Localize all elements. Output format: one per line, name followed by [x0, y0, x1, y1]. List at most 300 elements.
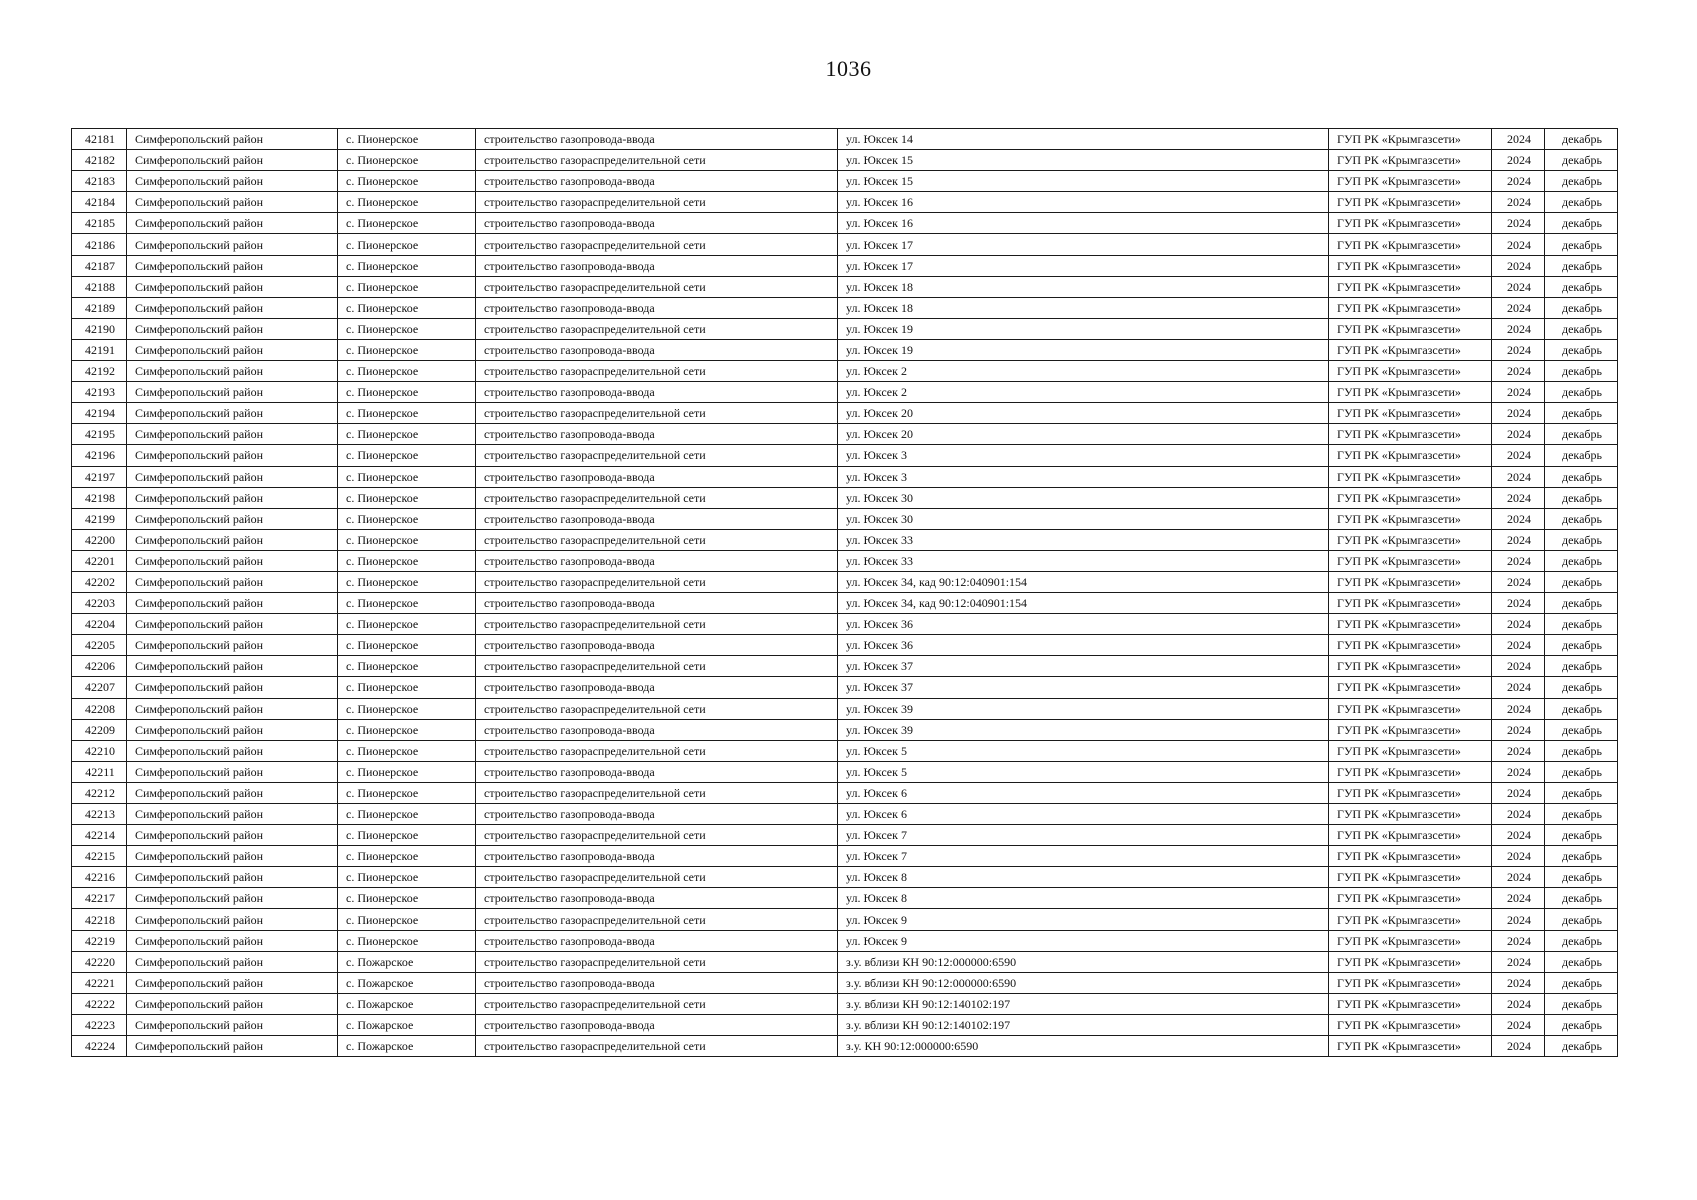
table-row — [72, 276, 1618, 297]
table-row — [72, 867, 1618, 888]
table-row — [72, 930, 1618, 951]
district-cell: Симферопольский район — [127, 403, 338, 424]
table-row — [72, 1014, 1618, 1035]
district-cell: Симферопольский район — [127, 761, 338, 782]
row-number-cell: 42181 — [72, 129, 127, 150]
month-cell: декабрь — [1545, 297, 1618, 318]
district-cell: Симферопольский район — [127, 234, 338, 255]
row-number-cell: 42222 — [72, 993, 127, 1014]
row-number-cell: 42217 — [72, 888, 127, 909]
table-row — [72, 593, 1618, 614]
district-cell: Симферопольский район — [127, 150, 338, 171]
settlement-cell: с. Пионерское — [338, 382, 476, 403]
table-row — [72, 171, 1618, 192]
settlement-cell: с. Пионерское — [338, 234, 476, 255]
row-number-cell: 42205 — [72, 635, 127, 656]
work-type-cell: строительство газопровода-ввода — [476, 255, 838, 276]
row-number-cell: 42224 — [72, 1036, 127, 1057]
district-cell: Симферопольский район — [127, 782, 338, 803]
settlement-cell: с. Пожарское — [338, 972, 476, 993]
organization-cell: ГУП РК «Крымгазсети» — [1329, 825, 1492, 846]
organization-cell: ГУП РК «Крымгазсети» — [1329, 255, 1492, 276]
settlement-cell: с. Пионерское — [338, 550, 476, 571]
work-type-cell: строительство газопровода-ввода — [476, 213, 838, 234]
year-cell: 2024 — [1492, 656, 1545, 677]
settlement-cell: с. Пожарское — [338, 1014, 476, 1035]
district-cell: Симферопольский район — [127, 297, 338, 318]
table-row — [72, 719, 1618, 740]
address-cell: ул. Юксек 8 — [838, 888, 1329, 909]
address-cell: ул. Юксек 34, кад 90:12:040901:154 — [838, 571, 1329, 592]
organization-cell: ГУП РК «Крымгазсети» — [1329, 529, 1492, 550]
row-number-cell: 42202 — [72, 571, 127, 592]
table-row — [72, 150, 1618, 171]
organization-cell: ГУП РК «Крымгазсети» — [1329, 593, 1492, 614]
month-cell: декабрь — [1545, 1036, 1618, 1057]
settlement-cell: с. Пожарское — [338, 1036, 476, 1057]
row-number-cell: 42191 — [72, 339, 127, 360]
organization-cell: ГУП РК «Крымгазсети» — [1329, 382, 1492, 403]
row-number-cell: 42214 — [72, 825, 127, 846]
organization-cell: ГУП РК «Крымгазсети» — [1329, 403, 1492, 424]
organization-cell: ГУП РК «Крымгазсети» — [1329, 508, 1492, 529]
settlement-cell: с. Пионерское — [338, 150, 476, 171]
organization-cell: ГУП РК «Крымгазсети» — [1329, 1014, 1492, 1035]
settlement-cell: с. Пионерское — [338, 361, 476, 382]
month-cell: декабрь — [1545, 888, 1618, 909]
row-number-cell: 42200 — [72, 529, 127, 550]
address-cell: з.у. вблизи КН 90:12:000000:6590 — [838, 951, 1329, 972]
month-cell: декабрь — [1545, 529, 1618, 550]
address-cell: ул. Юксек 7 — [838, 846, 1329, 867]
organization-cell: ГУП РК «Крымгазсети» — [1329, 698, 1492, 719]
organization-cell: ГУП РК «Крымгазсети» — [1329, 993, 1492, 1014]
organization-cell: ГУП РК «Крымгазсети» — [1329, 129, 1492, 150]
table-row — [72, 529, 1618, 550]
year-cell: 2024 — [1492, 234, 1545, 255]
address-cell: ул. Юксек 36 — [838, 635, 1329, 656]
work-type-cell: строительство газопровода-ввода — [476, 972, 838, 993]
year-cell: 2024 — [1492, 698, 1545, 719]
table-row — [72, 508, 1618, 529]
row-number-cell: 42213 — [72, 804, 127, 825]
year-cell: 2024 — [1492, 825, 1545, 846]
month-cell: декабрь — [1545, 719, 1618, 740]
table-row — [72, 466, 1618, 487]
month-cell: декабрь — [1545, 846, 1618, 867]
organization-cell: ГУП РК «Крымгазсети» — [1329, 339, 1492, 360]
address-cell: ул. Юксек 2 — [838, 361, 1329, 382]
work-type-cell: строительство газораспределительной сети — [476, 487, 838, 508]
month-cell: декабрь — [1545, 677, 1618, 698]
address-cell: ул. Юксек 8 — [838, 867, 1329, 888]
month-cell: декабрь — [1545, 466, 1618, 487]
address-cell: ул. Юксек 2 — [838, 382, 1329, 403]
year-cell: 2024 — [1492, 1014, 1545, 1035]
year-cell: 2024 — [1492, 192, 1545, 213]
work-type-cell: строительство газопровода-ввода — [476, 761, 838, 782]
address-cell: з.у. вблизи КН 90:12:140102:197 — [838, 993, 1329, 1014]
month-cell: декабрь — [1545, 951, 1618, 972]
organization-cell: ГУП РК «Крымгазсети» — [1329, 909, 1492, 930]
table-row — [72, 825, 1618, 846]
organization-cell: ГУП РК «Крымгазсети» — [1329, 614, 1492, 635]
settlement-cell: с. Пионерское — [338, 909, 476, 930]
address-cell: ул. Юксек 34, кад 90:12:040901:154 — [838, 593, 1329, 614]
address-cell: ул. Юксек 39 — [838, 698, 1329, 719]
work-type-cell: строительство газораспределительной сети — [476, 740, 838, 761]
row-number-cell: 42187 — [72, 255, 127, 276]
settlement-cell: с. Пионерское — [338, 403, 476, 424]
table-row — [72, 782, 1618, 803]
table-row — [72, 614, 1618, 635]
organization-cell: ГУП РК «Крымгазсети» — [1329, 361, 1492, 382]
year-cell: 2024 — [1492, 635, 1545, 656]
table-row — [72, 424, 1618, 445]
organization-cell: ГУП РК «Крымгазсети» — [1329, 234, 1492, 255]
year-cell: 2024 — [1492, 318, 1545, 339]
settlement-cell: с. Пионерское — [338, 825, 476, 846]
address-cell: ул. Юксек 5 — [838, 740, 1329, 761]
district-cell: Симферопольский район — [127, 487, 338, 508]
work-type-cell: строительство газораспределительной сети — [476, 909, 838, 930]
organization-cell: ГУП РК «Крымгазсети» — [1329, 719, 1492, 740]
row-number-cell: 42223 — [72, 1014, 127, 1035]
address-cell: ул. Юксек 18 — [838, 297, 1329, 318]
table-row — [72, 487, 1618, 508]
address-cell: ул. Юксек 6 — [838, 804, 1329, 825]
organization-cell: ГУП РК «Крымгазсети» — [1329, 951, 1492, 972]
settlement-cell: с. Пионерское — [338, 318, 476, 339]
address-cell: ул. Юксек 30 — [838, 508, 1329, 529]
month-cell: декабрь — [1545, 550, 1618, 571]
district-cell: Симферопольский район — [127, 1014, 338, 1035]
year-cell: 2024 — [1492, 888, 1545, 909]
year-cell: 2024 — [1492, 593, 1545, 614]
year-cell: 2024 — [1492, 867, 1545, 888]
table-row — [72, 255, 1618, 276]
organization-cell: ГУП РК «Крымгазсети» — [1329, 656, 1492, 677]
month-cell: декабрь — [1545, 255, 1618, 276]
table-row — [72, 297, 1618, 318]
organization-cell: ГУП РК «Крымгазсети» — [1329, 972, 1492, 993]
settlement-cell: с. Пионерское — [338, 297, 476, 318]
address-cell: ул. Юксек 33 — [838, 529, 1329, 550]
settlement-cell: с. Пионерское — [338, 656, 476, 677]
settlement-cell: с. Пожарское — [338, 951, 476, 972]
address-cell: ул. Юксек 9 — [838, 909, 1329, 930]
table-row — [72, 656, 1618, 677]
settlement-cell: с. Пионерское — [338, 930, 476, 951]
address-cell: ул. Юксек 7 — [838, 825, 1329, 846]
table-row — [72, 339, 1618, 360]
table-row — [72, 403, 1618, 424]
year-cell: 2024 — [1492, 782, 1545, 803]
table-row — [72, 951, 1618, 972]
organization-cell: ГУП РК «Крымгазсети» — [1329, 297, 1492, 318]
row-number-cell: 42185 — [72, 213, 127, 234]
table-row — [72, 993, 1618, 1014]
page-number: 1036 — [825, 56, 872, 81]
district-cell: Симферопольский район — [127, 318, 338, 339]
month-cell: декабрь — [1545, 761, 1618, 782]
month-cell: декабрь — [1545, 192, 1618, 213]
row-number-cell: 42208 — [72, 698, 127, 719]
settlement-cell: с. Пожарское — [338, 993, 476, 1014]
year-cell: 2024 — [1492, 719, 1545, 740]
settlement-cell: с. Пионерское — [338, 487, 476, 508]
table-row — [72, 761, 1618, 782]
organization-cell: ГУП РК «Крымгазсети» — [1329, 318, 1492, 339]
address-cell: ул. Юксек 9 — [838, 930, 1329, 951]
table-row — [72, 740, 1618, 761]
work-type-cell: строительство газопровода-ввода — [476, 1014, 838, 1035]
address-cell: ул. Юксек 30 — [838, 487, 1329, 508]
year-cell: 2024 — [1492, 804, 1545, 825]
work-type-cell: строительство газопровода-ввода — [476, 339, 838, 360]
settlement-cell: с. Пионерское — [338, 508, 476, 529]
work-type-cell: строительство газопровода-ввода — [476, 171, 838, 192]
address-cell: ул. Юксек 6 — [838, 782, 1329, 803]
table-row — [72, 909, 1618, 930]
district-cell: Симферопольский район — [127, 930, 338, 951]
address-cell: ул. Юксек 19 — [838, 318, 1329, 339]
settlement-cell: с. Пионерское — [338, 698, 476, 719]
work-type-cell: строительство газораспределительной сети — [476, 445, 838, 466]
row-number-cell: 42186 — [72, 234, 127, 255]
settlement-cell: с. Пионерское — [338, 171, 476, 192]
year-cell: 2024 — [1492, 129, 1545, 150]
district-cell: Симферопольский район — [127, 993, 338, 1014]
year-cell: 2024 — [1492, 614, 1545, 635]
work-type-cell: строительство газопровода-ввода — [476, 888, 838, 909]
row-number-cell: 42212 — [72, 782, 127, 803]
row-number-cell: 42190 — [72, 318, 127, 339]
row-number-cell: 42220 — [72, 951, 127, 972]
row-number-cell: 42189 — [72, 297, 127, 318]
year-cell: 2024 — [1492, 466, 1545, 487]
month-cell: декабрь — [1545, 698, 1618, 719]
organization-cell: ГУП РК «Крымгазсети» — [1329, 571, 1492, 592]
address-cell: ул. Юксек 20 — [838, 403, 1329, 424]
district-cell: Симферопольский район — [127, 171, 338, 192]
address-cell: ул. Юксек 37 — [838, 677, 1329, 698]
address-cell: ул. Юксек 16 — [838, 213, 1329, 234]
year-cell: 2024 — [1492, 150, 1545, 171]
organization-cell: ГУП РК «Крымгазсети» — [1329, 846, 1492, 867]
table-row — [72, 571, 1618, 592]
work-type-cell: строительство газопровода-ввода — [476, 424, 838, 445]
address-cell: ул. Юксек 33 — [838, 550, 1329, 571]
organization-cell: ГУП РК «Крымгазсети» — [1329, 930, 1492, 951]
gasification-registry-table — [71, 128, 1618, 1057]
district-cell: Симферопольский район — [127, 508, 338, 529]
address-cell: ул. Юксек 17 — [838, 234, 1329, 255]
district-cell: Симферопольский район — [127, 593, 338, 614]
work-type-cell: строительство газопровода-ввода — [476, 382, 838, 403]
address-cell: ул. Юксек 18 — [838, 276, 1329, 297]
year-cell: 2024 — [1492, 1036, 1545, 1057]
row-number-cell: 42183 — [72, 171, 127, 192]
row-number-cell: 42197 — [72, 466, 127, 487]
work-type-cell: строительство газопровода-ввода — [476, 846, 838, 867]
work-type-cell: строительство газопровода-ввода — [476, 719, 838, 740]
settlement-cell: с. Пионерское — [338, 719, 476, 740]
settlement-cell: с. Пионерское — [338, 339, 476, 360]
district-cell: Симферопольский район — [127, 339, 338, 360]
organization-cell: ГУП РК «Крымгазсети» — [1329, 445, 1492, 466]
table-row — [72, 972, 1618, 993]
table-row — [72, 635, 1618, 656]
district-cell: Симферопольский район — [127, 909, 338, 930]
settlement-cell: с. Пионерское — [338, 255, 476, 276]
address-cell: ул. Юксек 19 — [838, 339, 1329, 360]
address-cell: з.у. КН 90:12:000000:6590 — [838, 1036, 1329, 1057]
month-cell: декабрь — [1545, 993, 1618, 1014]
work-type-cell: строительство газораспределительной сети — [476, 698, 838, 719]
row-number-cell: 42218 — [72, 909, 127, 930]
district-cell: Симферопольский район — [127, 550, 338, 571]
month-cell: декабрь — [1545, 508, 1618, 529]
month-cell: декабрь — [1545, 614, 1618, 635]
settlement-cell: с. Пионерское — [338, 466, 476, 487]
month-cell: декабрь — [1545, 909, 1618, 930]
organization-cell: ГУП РК «Крымгазсети» — [1329, 782, 1492, 803]
month-cell: декабрь — [1545, 361, 1618, 382]
year-cell: 2024 — [1492, 361, 1545, 382]
row-number-cell: 42184 — [72, 192, 127, 213]
organization-cell: ГУП РК «Крымгазсети» — [1329, 1036, 1492, 1057]
month-cell: декабрь — [1545, 656, 1618, 677]
address-cell: ул. Юксек 17 — [838, 255, 1329, 276]
district-cell: Симферопольский район — [127, 424, 338, 445]
year-cell: 2024 — [1492, 951, 1545, 972]
row-number-cell: 42207 — [72, 677, 127, 698]
year-cell: 2024 — [1492, 297, 1545, 318]
row-number-cell: 42196 — [72, 445, 127, 466]
work-type-cell: строительство газораспределительной сети — [476, 403, 838, 424]
settlement-cell: с. Пионерское — [338, 614, 476, 635]
settlement-cell: с. Пионерское — [338, 445, 476, 466]
settlement-cell: с. Пионерское — [338, 740, 476, 761]
organization-cell: ГУП РК «Крымгазсети» — [1329, 171, 1492, 192]
row-number-cell: 42198 — [72, 487, 127, 508]
district-cell: Симферопольский район — [127, 635, 338, 656]
year-cell: 2024 — [1492, 761, 1545, 782]
year-cell: 2024 — [1492, 339, 1545, 360]
district-cell: Симферопольский район — [127, 677, 338, 698]
organization-cell: ГУП РК «Крымгазсети» — [1329, 740, 1492, 761]
address-cell: ул. Юксек 3 — [838, 466, 1329, 487]
organization-cell: ГУП РК «Крымгазсети» — [1329, 550, 1492, 571]
year-cell: 2024 — [1492, 171, 1545, 192]
settlement-cell: с. Пионерское — [338, 593, 476, 614]
settlement-cell: с. Пионерское — [338, 129, 476, 150]
district-cell: Симферопольский район — [127, 192, 338, 213]
district-cell: Симферопольский район — [127, 888, 338, 909]
district-cell: Симферопольский район — [127, 255, 338, 276]
row-number-cell: 42210 — [72, 740, 127, 761]
row-number-cell: 42221 — [72, 972, 127, 993]
work-type-cell: строительство газораспределительной сети — [476, 276, 838, 297]
table-body — [72, 129, 1618, 1057]
work-type-cell: строительство газопровода-ввода — [476, 297, 838, 318]
settlement-cell: с. Пионерское — [338, 192, 476, 213]
table-row — [72, 1036, 1618, 1057]
year-cell: 2024 — [1492, 403, 1545, 424]
address-cell: ул. Юксек 5 — [838, 761, 1329, 782]
organization-cell: ГУП РК «Крымгазсети» — [1329, 761, 1492, 782]
month-cell: декабрь — [1545, 782, 1618, 803]
organization-cell: ГУП РК «Крымгазсети» — [1329, 487, 1492, 508]
table-row — [72, 382, 1618, 403]
month-cell: декабрь — [1545, 571, 1618, 592]
row-number-cell: 42188 — [72, 276, 127, 297]
work-type-cell: строительство газораспределительной сети — [476, 192, 838, 213]
month-cell: декабрь — [1545, 804, 1618, 825]
settlement-cell: с. Пионерское — [338, 867, 476, 888]
year-cell: 2024 — [1492, 930, 1545, 951]
table-row — [72, 698, 1618, 719]
month-cell: декабрь — [1545, 171, 1618, 192]
organization-cell: ГУП РК «Крымгазсети» — [1329, 466, 1492, 487]
address-cell: ул. Юксек 15 — [838, 171, 1329, 192]
organization-cell: ГУП РК «Крымгазсети» — [1329, 888, 1492, 909]
settlement-cell: с. Пионерское — [338, 782, 476, 803]
table-row — [72, 213, 1618, 234]
month-cell: декабрь — [1545, 213, 1618, 234]
row-number-cell: 42215 — [72, 846, 127, 867]
year-cell: 2024 — [1492, 677, 1545, 698]
month-cell: декабрь — [1545, 234, 1618, 255]
settlement-cell: с. Пионерское — [338, 571, 476, 592]
row-number-cell: 42201 — [72, 550, 127, 571]
month-cell: декабрь — [1545, 445, 1618, 466]
year-cell: 2024 — [1492, 740, 1545, 761]
table-row — [72, 445, 1618, 466]
district-cell: Симферопольский район — [127, 867, 338, 888]
row-number-cell: 42219 — [72, 930, 127, 951]
district-cell: Симферопольский район — [127, 719, 338, 740]
organization-cell: ГУП РК «Крымгазсети» — [1329, 867, 1492, 888]
work-type-cell: строительство газопровода-ввода — [476, 508, 838, 529]
year-cell: 2024 — [1492, 213, 1545, 234]
address-cell: ул. Юксек 37 — [838, 656, 1329, 677]
year-cell: 2024 — [1492, 487, 1545, 508]
year-cell: 2024 — [1492, 445, 1545, 466]
work-type-cell: строительство газопровода-ввода — [476, 550, 838, 571]
table-row — [72, 234, 1618, 255]
organization-cell: ГУП РК «Крымгазсети» — [1329, 804, 1492, 825]
month-cell: декабрь — [1545, 930, 1618, 951]
work-type-cell: строительство газораспределительной сети — [476, 951, 838, 972]
work-type-cell: строительство газораспределительной сети — [476, 529, 838, 550]
address-cell: ул. Юксек 39 — [838, 719, 1329, 740]
month-cell: декабрь — [1545, 424, 1618, 445]
row-number-cell: 42206 — [72, 656, 127, 677]
year-cell: 2024 — [1492, 993, 1545, 1014]
month-cell: декабрь — [1545, 129, 1618, 150]
district-cell: Симферопольский район — [127, 614, 338, 635]
year-cell: 2024 — [1492, 550, 1545, 571]
address-cell: ул. Юксек 20 — [838, 424, 1329, 445]
district-cell: Симферопольский район — [127, 213, 338, 234]
settlement-cell: с. Пионерское — [338, 424, 476, 445]
month-cell: декабрь — [1545, 276, 1618, 297]
settlement-cell: с. Пионерское — [338, 276, 476, 297]
settlement-cell: с. Пионерское — [338, 804, 476, 825]
work-type-cell: строительство газопровода-ввода — [476, 635, 838, 656]
